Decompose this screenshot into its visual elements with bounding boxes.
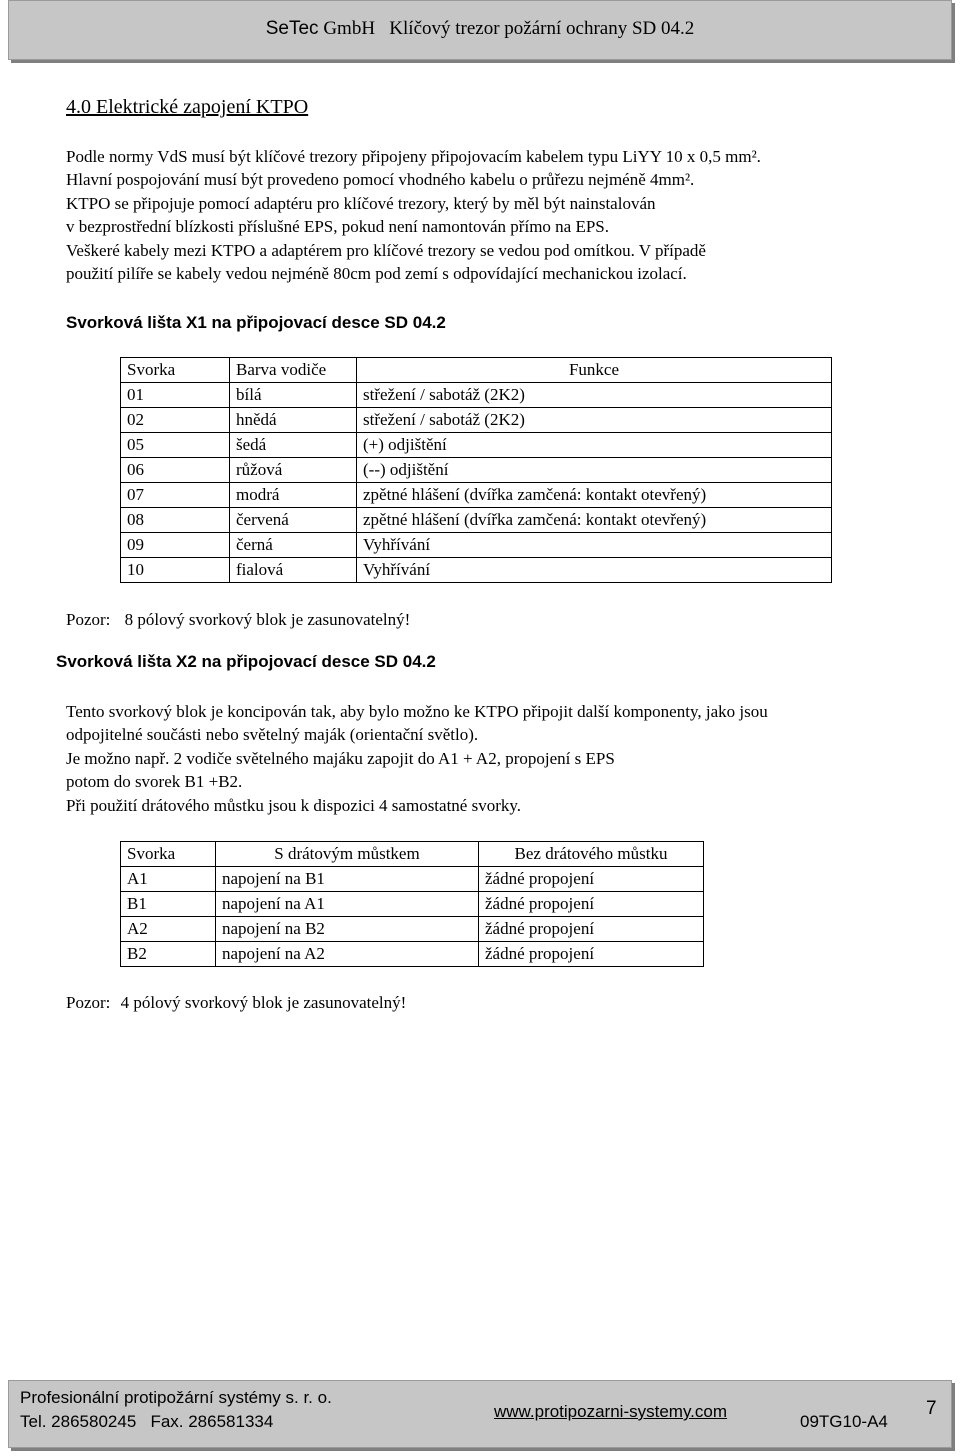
function-cell: Vyhřívání	[357, 558, 832, 583]
intro-line: použití pilíře se kabely vedou nejméně 80cm pod zemí s odpovídající mechanickou izolací.	[66, 264, 687, 284]
intro-line: KTPO se připojuje pomocí adaptéru pro klíčové trezory, který by měl být nainstalován	[66, 193, 656, 213]
wire-color-cell: modrá	[230, 483, 357, 508]
document-code: 09TG10-A4	[800, 1412, 888, 1431]
terminal-cell: 09	[121, 533, 230, 558]
table-row	[121, 558, 832, 583]
without-bridge-cell: žádné propojení	[479, 867, 704, 892]
table-row	[121, 433, 832, 458]
table-header-row	[121, 842, 704, 867]
intro-line: v bezprostřední blízkosti příslušné EPS, pokud není namontován přímo na EPS.	[66, 217, 610, 237]
note-text: 4 pólový svorkový blok je zasunovatelný!	[120, 993, 407, 1012]
without-bridge-cell: žádné propojení	[479, 942, 704, 967]
wire-color-cell: černá	[230, 533, 357, 558]
website-link[interactable]: www.protipozarni-systemy.com	[494, 1402, 728, 1421]
intro-line: Podle normy VdS musí být klíčové trezory připojeny připojovacím kabelem typu LiYY 10 x 0,5 mm².	[66, 147, 761, 166]
header-cell: Bez drátového můstku	[479, 842, 704, 867]
table-row	[121, 383, 832, 408]
with-bridge-cell: napojení na A1	[216, 892, 479, 917]
table-row	[121, 942, 704, 967]
wire-color-cell: růžová	[230, 458, 357, 483]
function-cell: Vyhřívání	[357, 533, 832, 558]
x2-paragraph	[66, 700, 768, 817]
function-cell: střežení / sabotáž (2K2)	[357, 408, 832, 433]
table-row	[121, 892, 704, 917]
x2-paragraph-line: odpojitelné součásti nebo světelný maják (orientační světlo).	[66, 725, 479, 745]
terminal-cell: B2	[121, 942, 216, 967]
note-label: Pozor:	[66, 993, 111, 1012]
header-cell: Svorka	[121, 842, 216, 867]
wire-color-cell: fialová	[230, 558, 357, 583]
function-cell: střežení / sabotáž (2K2)	[357, 383, 832, 408]
note-label: Pozor:	[66, 610, 111, 629]
with-bridge-cell: napojení na A2	[216, 942, 479, 967]
document-title: GmbH Klíčový trezor požární ochrany SD 04.2	[323, 18, 695, 39]
x2-paragraph-line: Tento svorkový blok je koncipován tak, aby bylo možno ke KTPO připojit další komponenty, jako jsou	[66, 702, 768, 721]
section-title: 4.0 Elektrické zapojení KTPO	[66, 96, 309, 118]
brand-name: SeTec	[265, 18, 319, 39]
x2-paragraph-line: potom do svorek B1 +B2.	[66, 772, 243, 792]
terminal-cell: B1	[121, 892, 216, 917]
header-cell: Svorka	[121, 358, 230, 383]
x1-terminal-table	[120, 357, 832, 583]
table-row	[121, 867, 704, 892]
intro-line: Hlavní pospojování musí být provedeno pomocí vhodného kabelu o průřezu nejméně 4mm².	[66, 170, 695, 190]
terminal-cell: A2	[121, 917, 216, 942]
table-header-row	[121, 358, 832, 383]
note-text: 8 pólový svorkový blok je zasunovatelný!	[124, 610, 411, 629]
table-row	[121, 458, 832, 483]
x2-heading: Svorková lišta X2 na připojovací desce SD 04.2	[56, 652, 436, 671]
x1-heading: Svorková lišta X1 na připojovací desce SD 04.2	[66, 313, 446, 332]
terminal-cell: 08	[121, 508, 230, 533]
footer-phone-fax: Tel. 286580245 Fax. 286581334	[20, 1412, 274, 1431]
wire-color-cell: hnědá	[230, 408, 357, 433]
header-cell: Funkce	[357, 358, 832, 383]
page-header	[8, 0, 952, 60]
terminal-cell: 05	[121, 433, 230, 458]
terminal-cell: A1	[121, 867, 216, 892]
intro-paragraph	[66, 145, 761, 285]
x2-paragraph-line: Je možno např. 2 vodiče světelného majáku zapojit do A1 + A2, propojení s EPS	[66, 748, 615, 768]
intro-line: Veškeré kabely mezi KTPO a adaptérem pro klíčové trezory se vedou pod omítkou. V případě	[66, 240, 706, 260]
table-row	[121, 508, 832, 533]
function-cell: (--) odjištění	[357, 458, 832, 483]
terminal-cell: 07	[121, 483, 230, 508]
footer-company: Profesionální protipožární systémy s. r. o.	[20, 1388, 332, 1407]
page-number: 7	[926, 1398, 937, 1419]
terminal-cell: 10	[121, 558, 230, 583]
function-cell: zpětné hlášení (dvířka zamčená: kontakt otevřený)	[357, 483, 832, 508]
table-row	[121, 483, 832, 508]
terminal-cell: 02	[121, 408, 230, 433]
wire-color-cell: šedá	[230, 433, 357, 458]
without-bridge-cell: žádné propojení	[479, 892, 704, 917]
function-cell: (+) odjištění	[357, 433, 832, 458]
terminal-cell: 01	[121, 383, 230, 408]
x1-note	[66, 610, 410, 630]
x2-note	[66, 993, 406, 1013]
wire-color-cell: bílá	[230, 383, 357, 408]
table-row	[121, 408, 832, 433]
header-cell: S drátovým můstkem	[216, 842, 479, 867]
x2-paragraph-line: Při použití drátového můstku jsou k dispozici 4 samostatné svorky.	[66, 795, 522, 815]
without-bridge-cell: žádné propojení	[479, 917, 704, 942]
table-row	[121, 917, 704, 942]
terminal-cell: 06	[121, 458, 230, 483]
wire-color-cell: červená	[230, 508, 357, 533]
x2-terminal-table	[120, 841, 704, 967]
table-row	[121, 533, 832, 558]
header-title	[8, 18, 952, 40]
page-footer	[8, 1380, 952, 1448]
with-bridge-cell: napojení na B1	[216, 867, 479, 892]
with-bridge-cell: napojení na B2	[216, 917, 479, 942]
function-cell: zpětné hlášení (dvířka zamčená: kontakt otevřený)	[357, 508, 832, 533]
header-cell: Barva vodiče	[230, 358, 357, 383]
